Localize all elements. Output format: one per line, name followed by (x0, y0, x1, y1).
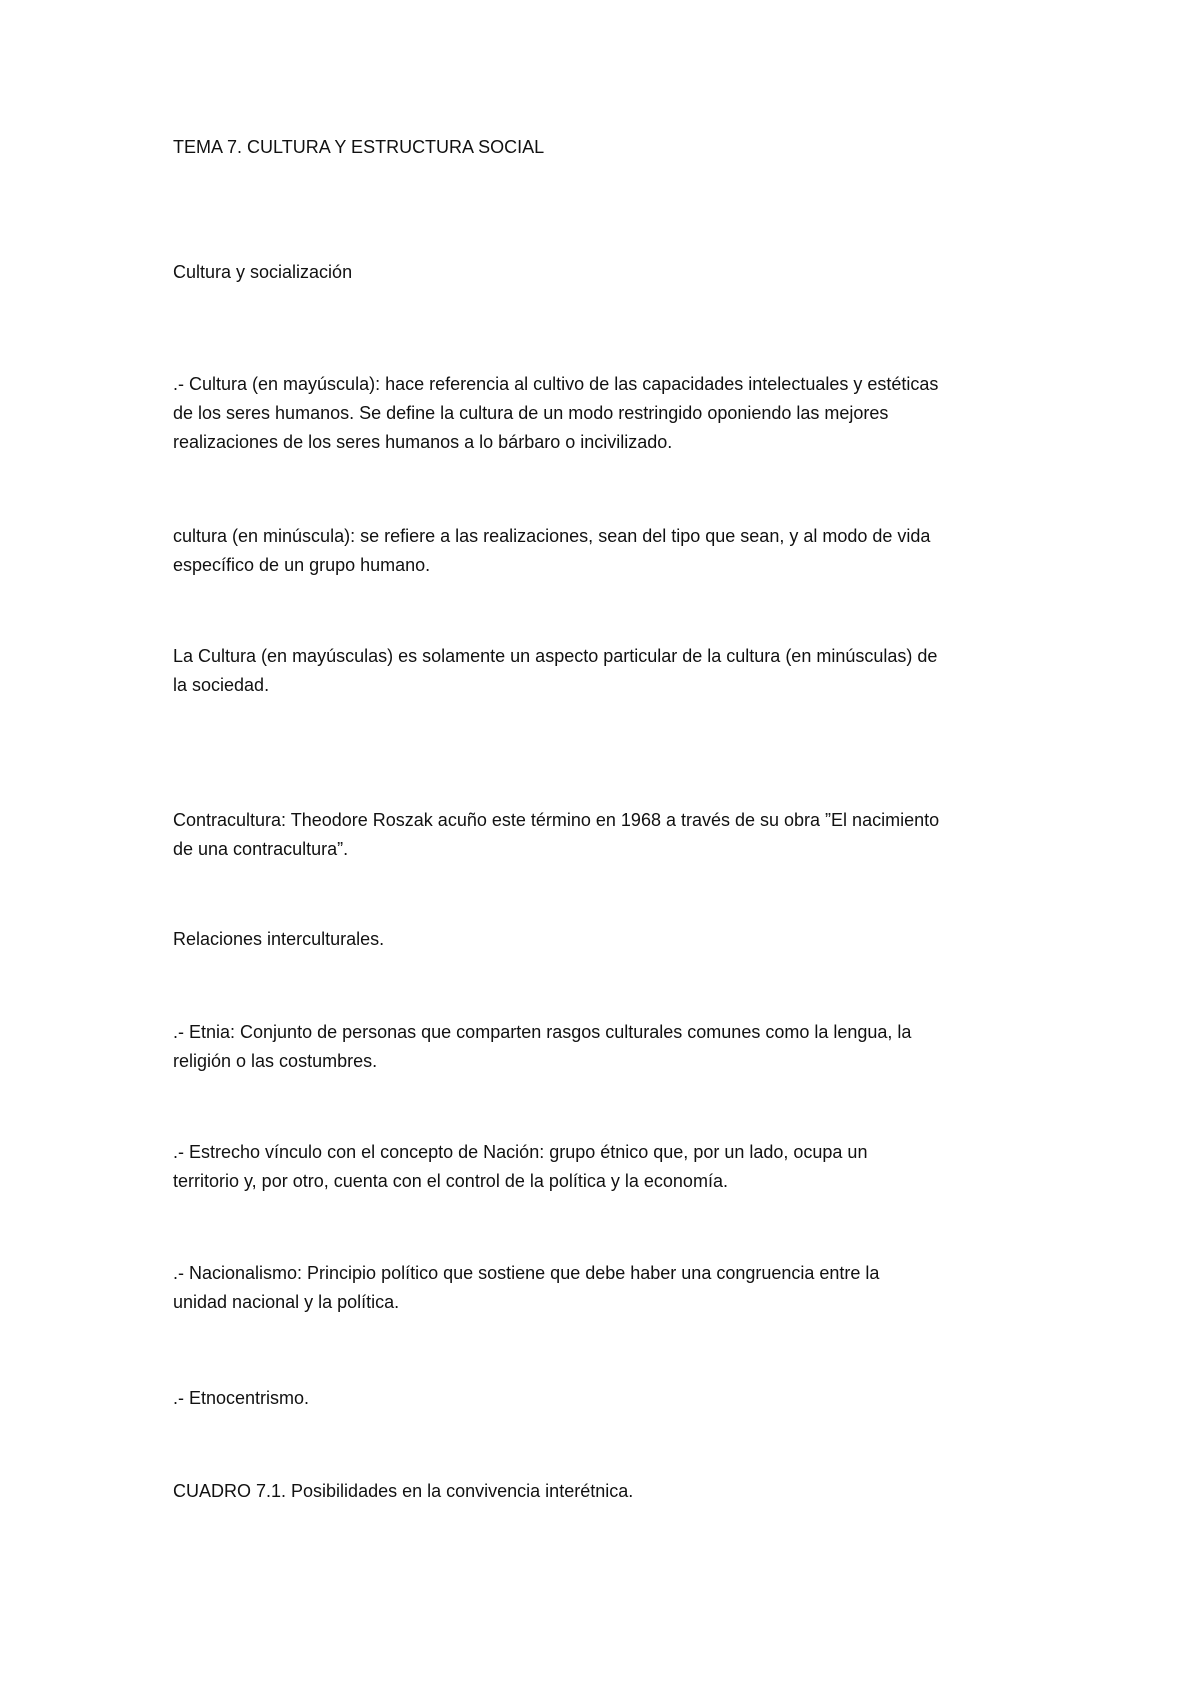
paragraph-etnocentrismo: .- Etnocentrismo. (173, 1388, 310, 1408)
paragraph-nacionalismo: .- Nacionalismo: Principio político que sostiene que debe haber una congruencia entre la unidad nacional y la política. (173, 1263, 880, 1312)
paragraph-cultura-mayuscula: .- Cultura (en mayúscula): hace referencia al cultivo de las capacidades intelectuales y estéticas de los seres humanos. Se define la cultura de un modo restringido oponiendo las mejores realizaciones de los seres humanos a lo bárbaro o incivilizado. (173, 374, 939, 452)
section-heading: Cultura y socialización (173, 262, 353, 282)
paragraph-cultura-minuscula: cultura (en minúscula): se refiere a las realizaciones, sean del tipo que sean, y al modo de vida específico de un grupo humano. (173, 526, 931, 575)
paragraph-contracultura: Contracultura: Theodore Roszak acuño este término en 1968 a través de su obra ”El nacimiento de una contracultura”. (173, 810, 940, 859)
cuadro-caption: CUADRO 7.1. Posibilidades en la convivencia interétnica. (173, 1481, 634, 1501)
document-title: TEMA 7. CULTURA Y ESTRUCTURA SOCIAL (173, 137, 545, 157)
paragraph-nacion: .- Estrecho vínculo con el concepto de Nación: grupo étnico que, por un lado, ocupa un territorio y, por otro, cuenta con el control de la política y la economía. (173, 1142, 868, 1191)
paragraph-etnia: .- Etnia: Conjunto de personas que comparten rasgos culturales comunes como la lengua, la religión o las costumbres. (173, 1022, 912, 1071)
paragraph-relacion-cultura: La Cultura (en mayúsculas) es solamente un aspecto particular de la cultura (en minúsculas) de la sociedad. (173, 646, 938, 695)
heading-relaciones-interculturales: Relaciones interculturales. (173, 929, 385, 949)
